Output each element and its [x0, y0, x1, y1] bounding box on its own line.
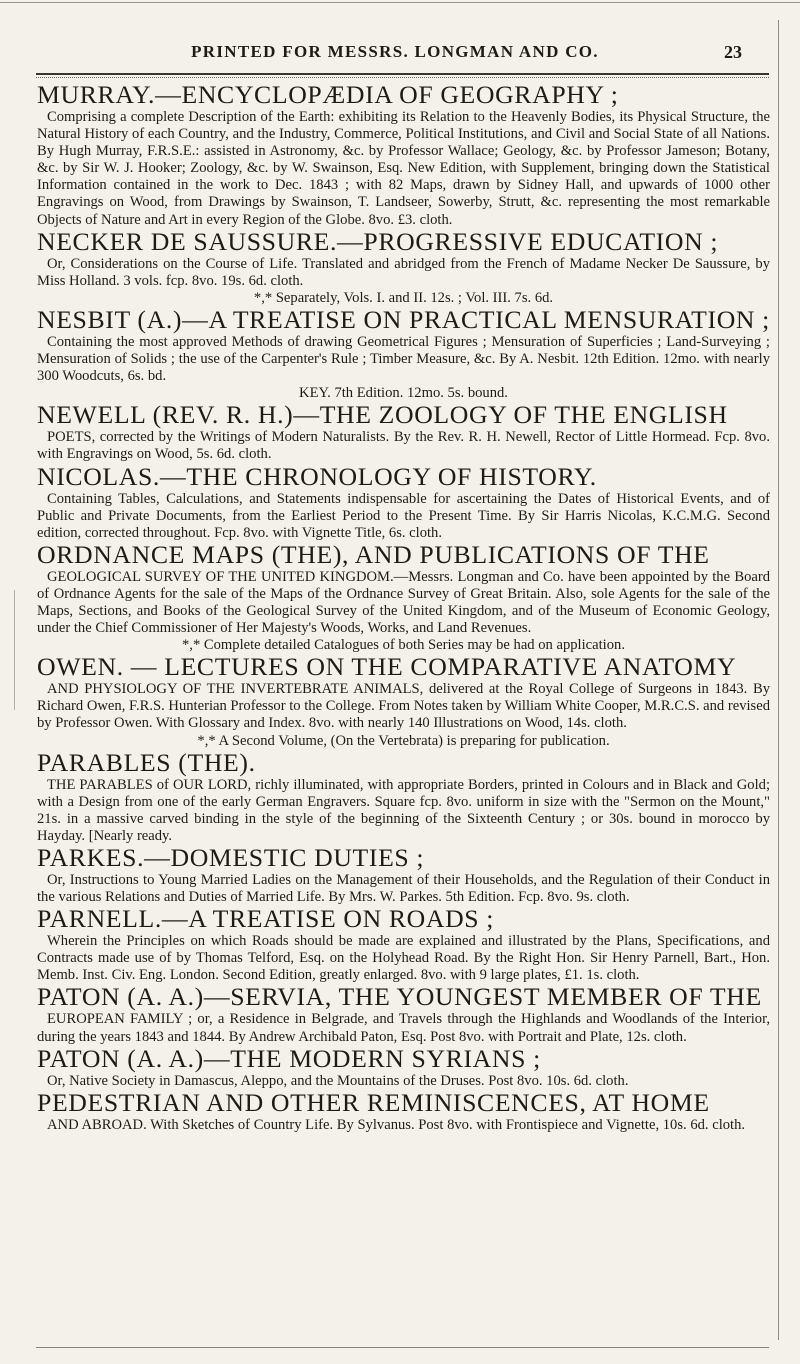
entry-description: Containing the most approved Methods of drawing Geometrical Figures ; Mensuration of Superficies ; Land-Surveying ; Mensuration of Solids ; the use of the Carpenter's Rule ; Timber Measure, &c. By A. Nesbit. 12th Edition. 12mo. with nearly 300 Woodcuts, 6s. bd.: [37, 333, 770, 385]
catalogue-entry: [37, 1090, 770, 1134]
entry-description: AND PHYSIOLOGY OF THE INVERTEBRATE ANIMALS, delivered at the Royal College of Surgeons in 1843. By Richard Owen, F.R.S. Hunterian Professor to the College. From Notes taken by William White Cooper, M.R.C.S. and revised by Professor Owen. With Glossary and Index. 8vo. with nearly 140 Illustrations on Wood, 14s. cloth.: [37, 681, 770, 732]
entry-title: MURRAY.—ENCYCLOPÆDIA OF GEOGRAPHY ;: [37, 82, 619, 109]
entry-description: Or, Instructions to Young Married Ladies on the Management of their Households, and the Regulation of their Conduct in the various Relations and Duties of Married Life. By Mrs. W. Parkes. 5th Edition. Fcp. 8vo. 9s. cloth.: [37, 872, 770, 906]
page-edge-rule: [0, 2, 800, 3]
catalogue-entries: [37, 82, 770, 1134]
catalogue-entry: [37, 1046, 770, 1090]
entry-title: PARABLES (THE).: [37, 749, 256, 777]
catalogue-entry: [37, 307, 770, 402]
entry-title: ORDNANCE MAPS (THE), AND PUBLICATIONS OF THE: [37, 541, 710, 569]
entry-title: PATON (A. A.)—SERVIA, THE YOUNGEST MEMBER OF THE: [37, 984, 762, 1012]
entry-description: EUROPEAN FAMILY ; or, a Residence in Belgrade, and Travels through the Highlands and Woodlands of the Interior, during the years 1843 and 1844. By Andrew Archibald Paton, Esq. Post 8vo. with Portrait and Plate, 12s. cloth.: [37, 1011, 770, 1045]
page-number: 23: [724, 42, 742, 62]
catalogue-entry: [37, 82, 770, 229]
entry-title: NICOLAS.—THE CHRONOLOGY OF HISTORY.: [37, 463, 597, 491]
entry-description: Or, Considerations on the Course of Life. Translated and abridged from the French of Madame Necker De Saussure, by Miss Holland. 3 vols. fcp. 8vo. 19s. 6d. cloth.: [37, 255, 770, 289]
entry-description: THE PARABLES of OUR LORD, richly illuminated, with appropriate Borders, printed in Colours and in Black and Gold; with a Design from one of the early German Engravers. Square fcp. 8vo. uniform in size with the "Sermon on the Mount," 21s. in a massive carved binding in the style of the beginning of the Sixteenth Century ; or 30s. bound in morocco by Hayday. [Nearly ready.: [37, 776, 770, 844]
header-rule: [36, 73, 769, 75]
catalogue-entry: [37, 654, 770, 749]
catalogue-entry: [37, 984, 770, 1045]
catalogue-entry: [37, 845, 770, 906]
catalogue-entry: [37, 542, 770, 654]
entry-title: PARKES.—DOMESTIC DUTIES ;: [37, 845, 425, 872]
catalogue-entry: [37, 750, 770, 845]
entry-title: NEWELL (REV. R. H.)—THE ZOOLOGY OF THE ENGLISH: [37, 402, 728, 430]
entry-description: AND ABROAD. With Sketches of Country Life. By Sylvanus. Post 8vo. with Frontispiece and Vignette, 10s. 6d. cloth.: [47, 1116, 746, 1133]
entry-description: Wherein the Principles on which Roads should be made are explained and illustrated by the Plans, Specifications, and Contracts made use of by Thomas Telford, Esq. on the Holyhead Road. By the Right Hon. Sir Henry Parnell, Bart., Hon. Memb. Inst. Civ. Eng. London. Second Edition, greatly enlarged. 8vo. with 9 large plates, £1. 1s. cloth.: [37, 933, 770, 984]
footer-rule: [36, 1347, 769, 1348]
catalogue-entry: [37, 906, 770, 984]
entry-title: NECKER DE SAUSSURE.—PROGRESSIVE EDUCATION ;: [37, 228, 719, 256]
entry-description: Or, Native Society in Damascus, Aleppo, and the Mountains of the Druses. Post 8vo. 10s. 6d. cloth.: [47, 1072, 629, 1089]
entry-title: PATON (A. A.)—THE MODERN SYRIANS ;: [37, 1045, 541, 1073]
entry-title: PEDESTRIAN AND OTHER REMINISCENCES, AT HOME: [37, 1089, 710, 1117]
entry-title: NESBIT (A.)—A TREATISE ON PRACTICAL MENSURATION ;: [37, 306, 770, 334]
catalogue-entry: [37, 402, 770, 463]
running-header: PRINTED FOR MESSRS. LONGMAN AND CO.: [191, 42, 599, 61]
margin-mark: [14, 590, 15, 710]
entry-title: OWEN. — LECTURES ON THE COMPARATIVE ANATOMY: [37, 654, 737, 682]
catalogue-entry: [37, 464, 770, 542]
entry-note: *,* Complete detailed Catalogues of both Series may be had on application.: [182, 637, 625, 654]
entry-description: Containing Tables, Calculations, and Statements indispensable for ascertaining the Dates of Historical Events, and of Public and Private Documents, from the Earliest Period to the Present Time. By Sir Harris Nicolas, K.C.M.G. Second edition, corrected throughout. Fcp. 8vo. with Vignette Title, 6s. cloth.: [37, 490, 770, 541]
entry-description: Comprising a complete Description of the Earth: exhibiting its Relation to the Heavenly Bodies, its Physical Structure, the Natural History of each Country, and the Industry, Commerce, Political Institutions, and Civil and Social State of all Nations. By Hugh Murray, F.R.S.E.: assisted in Astronomy, &c. by Professor Wallace; Geology, &c. by Professor Jameson; Botany, &c. by Sir W. J. Hooker; Zoology, &c. by W. Swainson, Esq. New Edition, with Supplement, bringing down the Statistical Information contained in the work to Dec. 1843 ; with 82 Maps, drawn by Sidney Hall, and upwards of 1000 other Engravings on Wood, from Drawings by Swainson, T. Landseer, Sowerby, Strutt, &c. representing the most remarkable Objects of Nature and Art in every Region of the Globe. 8vo. £3. cloth.: [37, 109, 770, 228]
entry-note: *,* A Second Volume, (On the Vertebrata) is preparing for publication.: [197, 732, 610, 749]
entry-title: PARNELL.—A TREATISE ON ROADS ;: [37, 906, 495, 934]
catalogue-entry: [37, 229, 770, 307]
entry-note: KEY. 7th Edition. 12mo. 5s. bound.: [299, 385, 508, 402]
entry-description: POETS, corrected by the Writings of Modern Naturalists. By the Rev. R. H. Newell, Rector of Little Hormead. Fcp. 8vo. with Engravings on Wood, 5s. 6d. cloth.: [37, 429, 770, 463]
entry-description: GEOLOGICAL SURVEY OF THE UNITED KINGDOM.—Messrs. Longman and Co. have been appointed by the Board of Ordnance Agents for the sale of the Maps of the Ordnance Survey of Great Britain. Also, sole Agents for the sale of the Maps, Sections, and Books of the Geological Survey of the United Kingdom, and of the Museum of Economic Geology, under the Chief Commissioner of Her Majesty's Woods, Works, and Land Revenues.: [37, 568, 770, 637]
header-dotted-rule: [36, 77, 769, 78]
entry-note: *,* Separately, Vols. I. and II. 12s. ; Vol. III. 7s. 6d.: [253, 289, 554, 306]
